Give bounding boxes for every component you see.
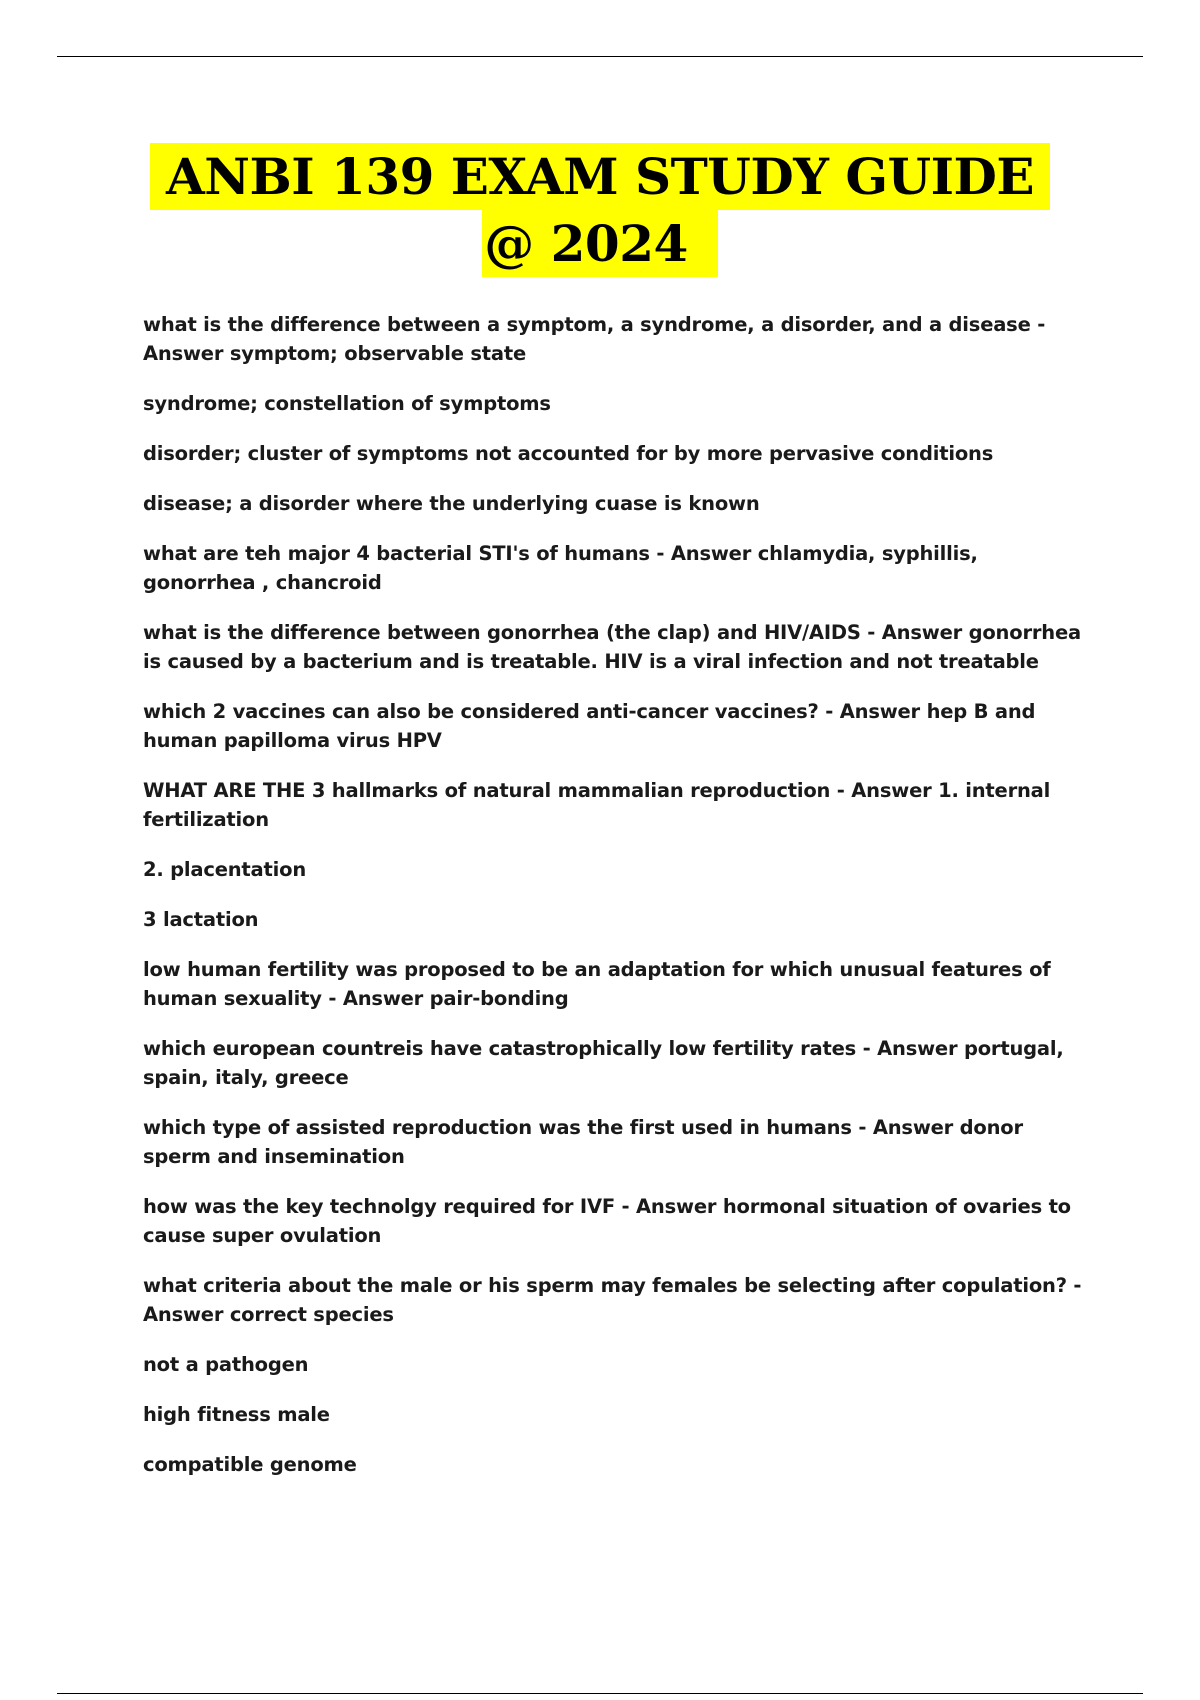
qa-paragraph: which 2 vaccines can also be considered anti-cancer vaccines? - Answer hep B and human papilloma virus HPV bbox=[143, 700, 1036, 752]
qa-paragraph: which type of assisted reproduction was the first used in humans - Answer donor sperm and insemination bbox=[143, 1116, 1023, 1168]
qa-paragraph: disease; a disorder where the underlying cuase is known bbox=[143, 492, 760, 515]
qa-paragraph: 3 lactation bbox=[143, 908, 259, 931]
qa-paragraph: not a pathogen bbox=[143, 1353, 309, 1376]
qa-paragraph: 2. placentation bbox=[143, 858, 306, 881]
qa-paragraph: WHAT ARE THE 3 hallmarks of natural mammalian reproduction - Answer 1. internal fertilization bbox=[143, 779, 1051, 831]
title-line-1: ANBI 139 EXAM STUDY GUIDE bbox=[150, 143, 1050, 210]
qa-paragraph: what is the difference between a symptom, a syndrome, a disorder, and a disease - Answer symptom; observable state bbox=[143, 313, 1046, 365]
qa-paragraph: disorder; cluster of symptoms not accounted for by more pervasive conditions bbox=[143, 442, 994, 465]
qa-paragraph: high fitness male bbox=[143, 1403, 330, 1426]
qa-paragraph: which european countreis have catastrophically low fertility rates - Answer portugal, spain, italy, greece bbox=[143, 1037, 1064, 1089]
qa-paragraph: what are teh major 4 bacterial STI's of humans - Answer chlamydia, syphillis, gonorrhea , chancroid bbox=[143, 542, 978, 594]
qa-paragraph: what is the difference between gonorrhea (the clap) and HIV/AIDS - Answer gonorrhea is caused by a bacterium and is treatable. HIV is a viral infection and not treatable bbox=[143, 621, 1081, 673]
title-line-2: @ 2024 bbox=[482, 210, 718, 277]
qa-paragraph: how was the key technolgy required for IVF - Answer hormonal situation of ovaries to cause super ovulation bbox=[143, 1195, 1071, 1247]
page-title bbox=[0, 143, 1200, 277]
qa-paragraph: low human fertility was proposed to be an adaptation for which unusual features of human sexuality - Answer pair-bonding bbox=[143, 958, 1051, 1010]
qa-paragraph: syndrome; constellation of symptoms bbox=[143, 392, 551, 415]
top-rule bbox=[57, 56, 1143, 57]
qa-paragraph: compatible genome bbox=[143, 1453, 357, 1476]
qa-paragraph: what criteria about the male or his sperm may females be selecting after copulation? - Answer correct species bbox=[143, 1274, 1082, 1326]
study-guide-body bbox=[143, 310, 1093, 1500]
bottom-rule bbox=[57, 1693, 1143, 1694]
